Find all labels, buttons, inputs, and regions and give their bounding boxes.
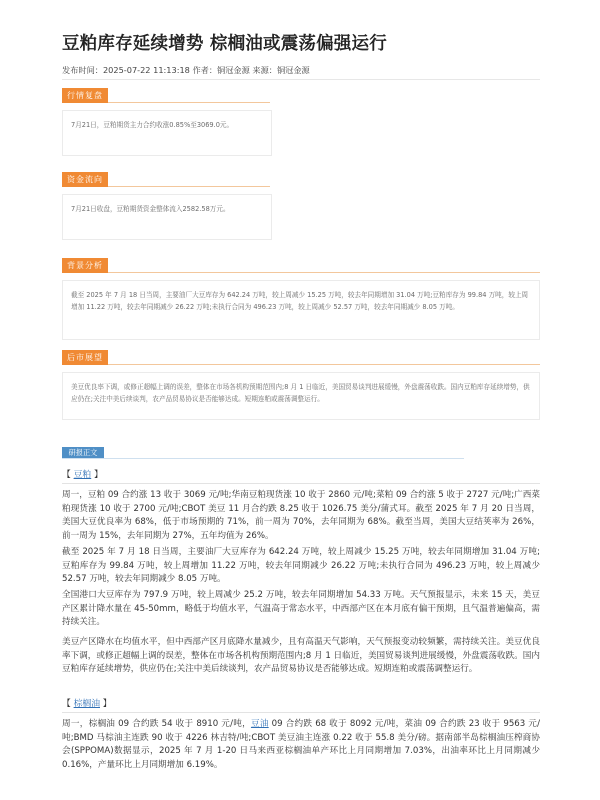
article-meta: 发布时间：2025-07-22 11:13:18 作者：铜冠金源 来源：铜冠金源 (62, 65, 310, 75)
section-tag: 背景分析 (62, 258, 108, 273)
tag-underline (108, 364, 540, 365)
research-divider (62, 458, 464, 459)
paragraph-4: 美豆产区降水在均值水平，但中西部产区月底降水量减少，且有高温天气影响，天气预报变动较频繁，需持续关注。美豆优良率下调，或修正超幅上调的误差，整体在市场各机构预期范围内;8 月 1 日临近，美国贸易谈判进展缓慢，外盘震荡收跌。国内豆粕库存延续增势，供应仍在;关注中美后续谈判，农产品贸易协议是否能够达成。短期连粕或震荡调整运行。 (62, 637, 540, 675)
section-text: 美豆优良率下调，或修正超幅上调的误差，整体在市场各机构预期范围内;8 月 1 日临近，美国贸易谈判进展缓慢，外盘震荡收跌。国内豆粕库存延续增势，供应仍在;关注中美后续谈判，农产品贸易协议是否能够达成。短期连粕或震荡调整运行。 (71, 383, 530, 403)
article-title: 豆粕库存延续增势 棕榈油或震荡偏强运行 (62, 34, 387, 54)
section-tag: 资金流向 (62, 172, 108, 187)
keyword-soymeal: 【 豆粕 】 (62, 470, 103, 480)
paragraph-1: 周一，豆粕 09 合约涨 13 收于 3069 元/吨;华南豆粕现货涨 10 收于 2860 元/吨;菜粕 09 合约涨 5 收于 2727 元/吨;广西菜粕现货涨 10 收于 2700 元/吨;CBOT 美豆 11 月合约跌 8.25 收于 1026.75 美分/蒲式耳。截至 2025 年 7 月 20 日当周，美国大豆优良率为 68%，低于市场预期的 71%，前一周为 70%，去年同期为 68%。截至当周，美国大豆结荚率为 26%，前一周为 15%，去年同期为 27%，五年均值为 26%。 (62, 490, 540, 541)
paragraph-3: 全国港口大豆库存为 797.9 万吨，较上周减少 25.2 万吨，较去年同期增加 54.33 万吨。天气预报显示，未来 15 天，美豆产区累计降水量在 45-50mm，略低于均值水平，气温高于常态水平，中西部产区在本月底有偏干预期，且气温普遍偏高，需持续关注。 (62, 590, 540, 628)
soybean-oil-link[interactable]: 豆油 (250, 719, 269, 729)
keyword-palm-oil: 【 棕榈油 】 (62, 699, 112, 709)
tag-underline (108, 102, 270, 103)
paragraph-2: 截至 2025 年 7 月 18 日当周，主要油厂大豆库存为 642.24 万吨，较上周减少 15.25 万吨，较去年同期增加 31.04 万吨;豆粕库存为 99.84 万吨，较上周增加 11.22 万吨，较去年同期减少 26.22 万吨;未执行合同为 496.23 万吨，较上周减少 52.57 万吨，较去年同期减少 8.05 万吨。 (62, 547, 540, 585)
palm-oil-link[interactable]: 棕榈油 (73, 699, 100, 709)
section-text: 7月21日收盘，豆粕期货资金整体流入2582.58万元。 (71, 205, 230, 213)
section-box (62, 194, 272, 240)
section-box (62, 110, 272, 156)
keyword-divider (62, 483, 540, 484)
section-tag: 行情复盘 (62, 88, 108, 103)
research-tag: 研报正文 (62, 447, 104, 458)
soymeal-link[interactable]: 豆粕 (73, 470, 92, 480)
tag-underline (108, 272, 540, 273)
keyword-divider (62, 712, 540, 713)
section-box (62, 372, 540, 420)
tag-underline (108, 186, 270, 187)
divider (62, 79, 540, 80)
section-box (62, 280, 540, 340)
section-text: 7月21日，豆粕期货主力合约收涨0.85%至3069.0元。 (71, 121, 234, 129)
paragraph-5: 周一，棕榈油 09 合约跌 54 收于 8910 元/吨，豆油 09 合约跌 68 收于 8092 元/吨，菜油 09 合约跌 23 收于 9563 元/吨;BMD 马棕油主连跌 90 收于 4226 林吉特/吨;CBOT 美豆油主连涨 0.22 收于 55.8 美分/磅。据南部半岛棕榈油压榨商协会(SPPOMA)数据显示，2025 年 7 月 1-20 日马来西亚棕榈油单产环比上月同期增加 7.03%，出油率环比上月同期减少 0.16%，产量环比上月同期增加 6.19%。 (62, 719, 540, 770)
section-text: 截至 2025 年 7 月 18 日当周，主要油厂大豆库存为 642.24 万吨，较上周减少 15.25 万吨，较去年同期增加 31.04 万吨;豆粕库存为 99.84 万吨，较上周增加 11.22 万吨，较去年同期减少 26.22 万吨;未执行合同为 496.23 万吨，较上周减少 52.57 万吨，较去年同期减少 8.05 万吨。 (71, 291, 529, 311)
section-tag: 后市展望 (62, 350, 108, 365)
